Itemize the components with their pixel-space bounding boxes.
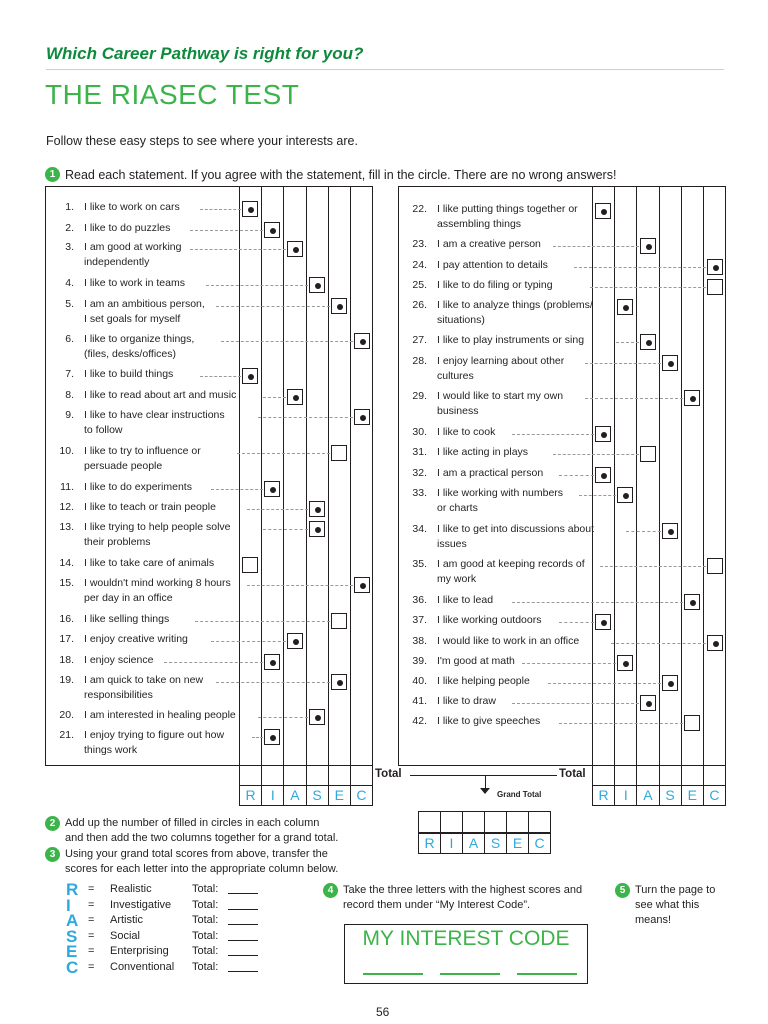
filled-dot-icon xyxy=(360,415,366,421)
answer-circle[interactable] xyxy=(287,389,303,405)
statement-text: I like to get into discussions about issues xyxy=(437,523,595,550)
riasec-total-blank[interactable] xyxy=(228,960,258,972)
answer-circle[interactable] xyxy=(684,715,700,731)
step-1-number: 1 xyxy=(45,167,60,182)
statement-leader-line xyxy=(258,717,308,718)
statement-number: 27. xyxy=(412,334,427,346)
header-divider xyxy=(46,69,724,70)
answer-circle[interactable] xyxy=(707,259,723,275)
riasec-key-total: Total: xyxy=(192,914,219,927)
right-column-letters xyxy=(592,785,726,806)
interest-code-box xyxy=(344,924,588,984)
statement-leader-line xyxy=(200,209,241,210)
riasec-key-letter: E xyxy=(66,942,78,962)
statement-leader-line xyxy=(512,602,684,603)
filled-dot-icon xyxy=(646,340,652,346)
statement-number: 31. xyxy=(412,446,427,458)
answer-circle[interactable] xyxy=(309,709,325,725)
riasec-key-name: Artistic xyxy=(110,914,143,927)
column-letter: R xyxy=(419,834,441,853)
statement-leader-line xyxy=(211,489,264,490)
statement-number: 30. xyxy=(412,426,427,438)
column-letter: A xyxy=(284,786,306,805)
left-total-label: Total xyxy=(375,768,402,780)
statement-number: 42. xyxy=(412,715,427,727)
grand-total-letters xyxy=(418,833,551,854)
statement-number: 19. xyxy=(59,674,74,686)
riasec-key-name: Investigative xyxy=(110,898,172,911)
riasec-key-total: Total: xyxy=(192,883,219,895)
riasec-key-eq: = xyxy=(88,929,95,942)
statement-text: I like to read about art and music xyxy=(84,389,237,401)
statement-text: I like working outdoors xyxy=(437,614,542,626)
statement-number: 18. xyxy=(59,654,74,666)
statement-leader-line xyxy=(579,495,616,496)
filled-dot-icon xyxy=(270,735,276,741)
riasec-key-letter: S xyxy=(66,926,78,946)
column-letter: A xyxy=(463,834,485,853)
statement-text: I like to do experiments xyxy=(84,481,192,493)
statement-number: 15. xyxy=(59,577,74,589)
page-subtitle: Which Career Pathway is right for you? xyxy=(46,44,364,63)
statement-number: 28. xyxy=(412,355,427,367)
step-4-text: Take the three letters with the highest scores and record them under “My Interest Code”. xyxy=(343,884,583,911)
statement-leader-line xyxy=(585,398,684,399)
column-letter: R xyxy=(240,786,262,805)
answer-circle[interactable] xyxy=(707,558,723,574)
statement-leader-line xyxy=(247,509,308,510)
answer-circle[interactable] xyxy=(595,426,611,442)
filled-dot-icon xyxy=(337,680,343,686)
interest-code-blank-1[interactable] xyxy=(363,973,423,975)
riasec-key-eq: = xyxy=(88,883,95,895)
answer-circle[interactable] xyxy=(331,674,347,690)
riasec-key-letter: I xyxy=(66,895,71,915)
column-letter: E xyxy=(682,786,704,805)
statement-leader-line xyxy=(512,703,639,704)
riasec-key-total: Total: xyxy=(192,929,219,942)
riasec-key-eq: = xyxy=(88,961,95,973)
statement-number: 16. xyxy=(59,613,74,625)
statement-number: 2. xyxy=(65,222,74,234)
filled-dot-icon xyxy=(270,228,276,234)
statement-text: I like acting in plays xyxy=(437,446,529,458)
statement-leader-line xyxy=(195,621,330,622)
statement-text: I like to lead xyxy=(437,594,494,606)
riasec-key-name: Enterprising xyxy=(110,945,169,958)
statement-text: I like to build things xyxy=(84,368,174,380)
riasec-key-row xyxy=(66,960,258,976)
filled-dot-icon xyxy=(690,600,696,606)
answer-circle[interactable] xyxy=(331,445,347,461)
statement-number: 39. xyxy=(412,655,427,667)
filled-dot-icon xyxy=(360,583,366,589)
statement-text: I like to have clear instructions to follow xyxy=(84,409,225,436)
answer-circle[interactable] xyxy=(617,299,633,315)
answer-circle[interactable] xyxy=(662,523,678,539)
filled-dot-icon xyxy=(248,207,254,213)
statement-text: I pay attention to details xyxy=(437,259,548,271)
answer-circle[interactable] xyxy=(684,594,700,610)
statement-leader-line xyxy=(522,663,616,664)
filled-dot-icon xyxy=(646,701,652,707)
step-3-text: Using your grand total scores from above, transfer the scores for each letter into the appropriate column below. xyxy=(65,848,339,875)
riasec-key-letter: R xyxy=(66,880,79,899)
statement-number: 38. xyxy=(412,635,427,647)
answer-circle[interactable] xyxy=(331,298,347,314)
filled-dot-icon xyxy=(315,715,321,721)
statement-leader-line xyxy=(247,585,352,586)
answer-circle[interactable] xyxy=(264,654,280,670)
filled-dot-icon xyxy=(270,487,276,493)
statement-text: I would like to work in an office xyxy=(437,635,580,647)
statement-number: 13. xyxy=(59,521,74,533)
filled-dot-icon xyxy=(601,209,607,215)
answer-circle[interactable] xyxy=(309,277,325,293)
statement-text: I am an ambitious person, I set goals for myself xyxy=(84,298,205,325)
grand-total-label: Grand Total xyxy=(497,790,542,799)
statement-text: I am good at working independently xyxy=(84,241,182,268)
riasec-key-letter: C xyxy=(66,958,79,977)
grand-total-grid xyxy=(418,811,551,833)
riasec-key-total: Total: xyxy=(192,898,219,911)
statement-leader-line xyxy=(216,306,330,307)
statement-leader-line xyxy=(553,454,638,455)
statement-text: I am a creative person xyxy=(437,238,541,250)
answer-circle[interactable] xyxy=(640,446,656,462)
statement-leader-line xyxy=(237,453,331,454)
statement-text: I like to do puzzles xyxy=(84,222,171,234)
column-letter: S xyxy=(485,834,507,853)
answer-circle[interactable] xyxy=(595,614,611,630)
answer-circle[interactable] xyxy=(242,368,258,384)
statement-leader-line xyxy=(164,662,263,663)
filled-dot-icon xyxy=(248,374,254,380)
riasec-key-total: Total: xyxy=(192,961,219,973)
answer-circle[interactable] xyxy=(309,521,325,537)
statement-text: I like to do filing or typing xyxy=(437,279,553,291)
answer-circle[interactable] xyxy=(707,279,723,295)
statement-number: 36. xyxy=(412,594,427,606)
riasec-key-eq: = xyxy=(88,914,95,927)
statement-leader-line xyxy=(263,529,308,530)
answer-circle[interactable] xyxy=(640,334,656,350)
filled-dot-icon xyxy=(315,507,321,513)
statement-text: I like to work on cars xyxy=(84,201,180,213)
answer-circle[interactable] xyxy=(309,501,325,517)
column-letter: I xyxy=(262,786,284,805)
answer-circle[interactable] xyxy=(617,487,633,503)
column-letter: E xyxy=(329,786,351,805)
total-connector-line xyxy=(410,775,557,776)
statement-number: 34. xyxy=(412,523,427,535)
answer-circle[interactable] xyxy=(264,481,280,497)
statement-text: I am quick to take on new responsibilities xyxy=(84,674,204,701)
riasec-total-blank[interactable] xyxy=(228,898,258,910)
statement-number: 21. xyxy=(59,729,74,741)
statement-number: 10. xyxy=(59,445,74,457)
step-2-number: 2 xyxy=(45,816,60,831)
answer-circle[interactable] xyxy=(287,633,303,649)
statement-number: 11. xyxy=(60,481,74,493)
riasec-total-blank[interactable] xyxy=(228,913,258,925)
filled-dot-icon xyxy=(713,265,719,271)
interest-code-blank-3[interactable] xyxy=(517,973,577,975)
page-title: THE RIASEC TEST xyxy=(45,79,300,110)
statement-leader-line xyxy=(559,622,594,623)
statement-number: 24. xyxy=(412,259,427,271)
statement-leader-line xyxy=(216,682,330,683)
statement-number: 17. xyxy=(59,633,74,645)
statement-leader-line xyxy=(258,417,353,418)
filled-dot-icon xyxy=(601,620,607,626)
column-letter: R xyxy=(593,786,615,805)
statement-leader-line xyxy=(626,531,661,532)
statement-number: 9. xyxy=(65,409,74,421)
step-4-number: 4 xyxy=(323,883,338,898)
riasec-total-blank[interactable] xyxy=(228,944,258,956)
statement-text: I enjoy science xyxy=(84,654,154,666)
intro-text: Follow these easy steps to see where your interests are. xyxy=(46,134,358,148)
step-5-number: 5 xyxy=(615,883,630,898)
statement-number: 35. xyxy=(412,558,427,570)
filled-dot-icon xyxy=(601,473,607,479)
statement-number: 12. xyxy=(59,501,74,513)
statement-text: I like trying to help people solve their problems xyxy=(84,521,231,548)
answer-circle[interactable] xyxy=(287,241,303,257)
statement-leader-line xyxy=(252,737,263,738)
step-3 xyxy=(45,847,338,877)
filled-dot-icon xyxy=(623,493,629,499)
statement-text: I enjoy creative writing xyxy=(84,633,188,645)
filled-dot-icon xyxy=(668,681,674,687)
step-2-text: Add up the number of filled in circles in each column and then add the two columns together for a grand total. xyxy=(65,817,339,844)
answer-circle[interactable] xyxy=(640,238,656,254)
statement-leader-line xyxy=(559,475,594,476)
statement-number: 33. xyxy=(412,487,427,499)
statement-text: I like to take care of animals xyxy=(84,557,215,569)
step-4 xyxy=(323,883,582,913)
statement-text: I am a practical person xyxy=(437,467,544,479)
statement-leader-line xyxy=(585,363,661,364)
statement-number: 7. xyxy=(65,368,74,380)
answer-circle[interactable] xyxy=(264,729,280,745)
answer-circle[interactable] xyxy=(264,222,280,238)
statement-text: I'm good at math xyxy=(437,655,515,667)
answer-circle[interactable] xyxy=(354,333,370,349)
statement-leader-line xyxy=(548,683,661,684)
answer-circle[interactable] xyxy=(617,655,633,671)
statement-text: I like to cook xyxy=(437,426,496,438)
statement-number: 41. xyxy=(412,695,427,707)
filled-dot-icon xyxy=(293,639,299,645)
statement-text: I enjoy trying to figure out how things work xyxy=(84,729,225,756)
statement-text: I like to try to influence or persuade people xyxy=(84,445,201,472)
answer-circle[interactable] xyxy=(662,675,678,691)
statement-text: I like to give speeches xyxy=(437,715,541,727)
statement-leader-line xyxy=(206,285,308,286)
statement-text: I like to teach or train people xyxy=(84,501,216,513)
column-letter: I xyxy=(615,786,637,805)
filled-dot-icon xyxy=(623,305,629,311)
filled-dot-icon xyxy=(668,529,674,535)
statement-number: 40. xyxy=(412,675,427,687)
statement-text: I like helping people xyxy=(437,675,530,687)
statement-number: 29. xyxy=(412,390,427,402)
riasec-key-row xyxy=(66,926,258,946)
statement-number: 1. xyxy=(65,201,74,213)
statement-number: 37. xyxy=(412,614,427,626)
riasec-key-name: Realistic xyxy=(110,883,152,895)
answer-circle[interactable] xyxy=(354,577,370,593)
filled-dot-icon xyxy=(293,395,299,401)
riasec-total-blank[interactable] xyxy=(228,929,258,941)
answer-circle[interactable] xyxy=(595,203,611,219)
step-2 xyxy=(45,816,338,846)
statement-leader-line xyxy=(616,342,639,343)
statement-text: I wouldn't mind working 8 hours per day in an office xyxy=(84,577,231,604)
statement-text: I like working with numbers or charts xyxy=(437,487,564,514)
interest-code-blank-2[interactable] xyxy=(440,973,500,975)
answer-circle[interactable] xyxy=(640,695,656,711)
statement-number: 3. xyxy=(65,241,74,253)
riasec-key-eq: = xyxy=(88,945,95,958)
statement-text: I enjoy learning about other cultures xyxy=(437,355,565,382)
statement-text: I like to play instruments or sing xyxy=(437,334,585,346)
statement-leader-line xyxy=(263,397,286,398)
left-column-letters xyxy=(239,785,373,806)
column-letter: I xyxy=(441,834,463,853)
statement-text: I am good at keeping records of my work xyxy=(437,558,585,585)
riasec-key-name: Conventional xyxy=(110,961,175,973)
column-letter: E xyxy=(507,834,529,853)
filled-dot-icon xyxy=(601,432,607,438)
statement-number: 22. xyxy=(412,203,427,215)
statement-leader-line xyxy=(574,267,705,268)
column-letter: C xyxy=(709,787,720,803)
filled-dot-icon xyxy=(293,247,299,253)
riasec-key-row xyxy=(66,882,258,898)
statement-leader-line xyxy=(559,723,684,724)
statement-text: I would like to start my own business xyxy=(437,390,564,417)
right-total-label: Total xyxy=(559,768,586,780)
statement-number: 23. xyxy=(412,238,427,250)
left-answer-grid xyxy=(239,186,373,806)
page-number: 56 xyxy=(376,1005,390,1019)
filled-dot-icon xyxy=(668,361,674,367)
statement-text: I am interested in healing people xyxy=(84,709,236,721)
statement-text: I like putting things together or assembling things xyxy=(437,203,578,230)
answer-circle[interactable] xyxy=(684,390,700,406)
step-1 xyxy=(45,167,616,182)
filled-dot-icon xyxy=(623,661,629,667)
step-3-number: 3 xyxy=(45,847,60,862)
column-letter: A xyxy=(637,786,659,805)
statement-number: 20. xyxy=(59,709,74,721)
filled-dot-icon xyxy=(315,283,321,289)
statement-text: I like to work in teams xyxy=(84,277,185,289)
statement-leader-line xyxy=(211,641,286,642)
statement-number: 6. xyxy=(65,333,74,345)
filled-dot-icon xyxy=(713,641,719,647)
answer-circle[interactable] xyxy=(707,635,723,651)
answer-circle[interactable] xyxy=(662,355,678,371)
riasec-key-row xyxy=(66,944,258,960)
answer-circle[interactable] xyxy=(331,613,347,629)
statement-leader-line xyxy=(600,566,705,567)
statement-number: 5. xyxy=(65,298,74,310)
statement-leader-line xyxy=(200,376,241,377)
statement-number: 14. xyxy=(59,557,74,569)
answer-circle[interactable] xyxy=(242,201,258,217)
grand-total-arrow-icon xyxy=(480,788,490,794)
statement-text: I like to analyze things (problems/ situations) xyxy=(437,299,593,326)
statement-text: I like selling things xyxy=(84,613,170,625)
statement-leader-line xyxy=(190,249,286,250)
filled-dot-icon xyxy=(270,660,276,666)
answer-circle[interactable] xyxy=(595,467,611,483)
riasec-key-letter: A xyxy=(66,911,79,931)
statement-leader-line xyxy=(190,230,263,231)
column-letter: S xyxy=(307,786,329,805)
filled-dot-icon xyxy=(337,304,343,310)
riasec-total-blank[interactable] xyxy=(228,882,258,894)
column-letter: S xyxy=(660,786,682,805)
step-5-text: Turn the page to see what this means! xyxy=(635,884,716,926)
statement-leader-line xyxy=(553,246,638,247)
step-1-text: Read each statement. If you agree with the statement, fill in the circle. There are no wrong answers! xyxy=(65,167,617,182)
statement-text: I like to organize things, (files, desks/offices) xyxy=(84,333,195,360)
statement-leader-line xyxy=(590,287,706,288)
column-letter: C xyxy=(534,835,545,851)
step-5 xyxy=(615,883,715,928)
filled-dot-icon xyxy=(360,339,366,345)
statement-number: 26. xyxy=(412,299,427,311)
riasec-key-row xyxy=(66,913,258,929)
statement-text: I like to draw xyxy=(437,695,496,707)
answer-circle[interactable] xyxy=(242,557,258,573)
riasec-key-total: Total: xyxy=(192,945,219,958)
column-letter: C xyxy=(356,787,367,803)
filled-dot-icon xyxy=(690,396,696,402)
statement-leader-line xyxy=(512,434,594,435)
statement-number: 25. xyxy=(412,279,427,291)
riasec-key-name: Social xyxy=(110,929,140,942)
filled-dot-icon xyxy=(315,527,321,533)
riasec-key-eq: = xyxy=(88,898,95,911)
answer-circle[interactable] xyxy=(354,409,370,425)
riasec-key-row xyxy=(66,895,258,915)
statement-number: 4. xyxy=(65,277,74,289)
statement-leader-line xyxy=(221,341,352,342)
statement-number: 8. xyxy=(65,389,74,401)
interest-code-title: MY INTEREST CODE xyxy=(362,927,570,950)
statement-leader-line xyxy=(611,643,706,644)
filled-dot-icon xyxy=(646,244,652,250)
statement-number: 32. xyxy=(412,467,427,479)
